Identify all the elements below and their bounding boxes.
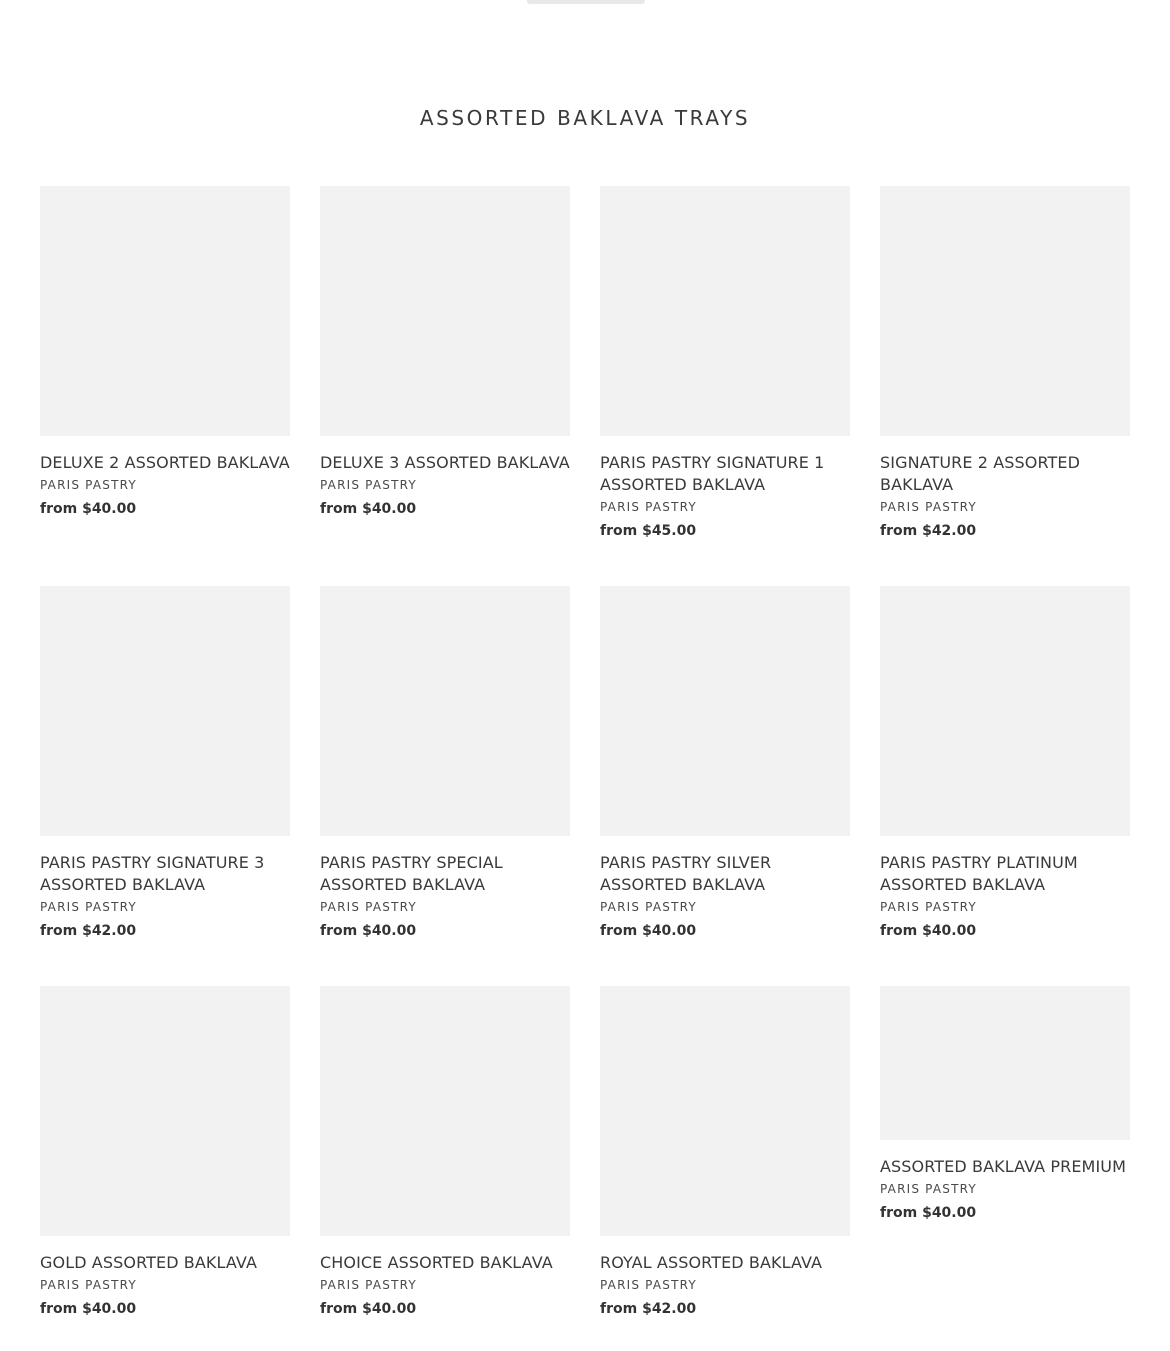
product-card[interactable] [40,186,290,586]
product-card[interactable] [880,986,1130,1318]
product-vendor: PARIS PASTRY [600,500,697,514]
product-vendor: PARIS PASTRY [880,1182,977,1196]
product-vendor: PARIS PASTRY [320,1278,417,1292]
product-price: from $40.00 [880,923,977,939]
product-image[interactable] [880,986,1130,1140]
product-title[interactable]: PARIS PASTRY SIGNATURE 1 ASSORTED BAKLAVA [600,453,825,494]
product-price: from $42.00 [40,923,137,939]
product-title[interactable]: ASSORTED BAKLAVA PREMIUM [880,1157,1126,1176]
product-image[interactable] [40,586,290,836]
product-card[interactable] [600,986,850,1318]
product-vendor: PARIS PASTRY [320,900,417,914]
product-title[interactable]: ROYAL ASSORTED BAKLAVA [600,1253,823,1272]
product-image[interactable] [880,186,1130,436]
product-card[interactable] [40,586,290,986]
product-title[interactable]: DELUXE 3 ASSORTED BAKLAVA [320,453,570,472]
product-price: from $40.00 [40,501,137,517]
product-title[interactable]: SIGNATURE 2 ASSORTED BAKLAVA [880,453,1081,494]
product-card[interactable] [320,586,570,986]
product-card[interactable] [40,986,290,1318]
product-price: from $42.00 [600,1301,697,1317]
product-title[interactable]: PARIS PASTRY SILVER ASSORTED BAKLAVA [600,853,772,894]
product-title[interactable]: PARIS PASTRY SPECIAL ASSORTED BAKLAVA [320,853,503,894]
product-price: from $40.00 [320,501,417,517]
product-title[interactable]: CHOICE ASSORTED BAKLAVA [320,1253,553,1272]
product-card[interactable] [880,186,1130,586]
product-price: from $40.00 [40,1301,137,1317]
product-vendor: PARIS PASTRY [880,500,977,514]
product-card[interactable] [600,186,850,586]
product-card[interactable] [880,586,1130,986]
product-vendor: PARIS PASTRY [40,1278,137,1292]
product-price: from $40.00 [320,1301,417,1317]
product-image[interactable] [40,186,290,436]
product-image[interactable] [600,186,850,436]
product-price: from $40.00 [600,923,697,939]
product-grid [40,186,1130,1318]
product-vendor: PARIS PASTRY [320,478,417,492]
product-title[interactable]: DELUXE 2 ASSORTED BAKLAVA [40,453,290,472]
top-image-edge [527,0,645,4]
product-image[interactable] [600,986,850,1236]
product-vendor: PARIS PASTRY [40,900,137,914]
product-price: from $42.00 [880,523,977,539]
product-price: from $40.00 [320,923,417,939]
product-card[interactable] [320,986,570,1318]
product-price: from $45.00 [600,523,697,539]
product-image[interactable] [320,986,570,1236]
product-image[interactable] [320,186,570,436]
collection-title: ASSORTED BAKLAVA TRAYS [419,106,751,130]
product-vendor: PARIS PASTRY [880,900,977,914]
product-title[interactable]: PARIS PASTRY SIGNATURE 3 ASSORTED BAKLAVA [40,853,265,894]
product-image[interactable] [40,986,290,1236]
product-title[interactable]: GOLD ASSORTED BAKLAVA [40,1253,257,1272]
product-title[interactable]: PARIS PASTRY PLATINUM ASSORTED BAKLAVA [880,853,1078,894]
product-vendor: PARIS PASTRY [40,478,137,492]
product-image[interactable] [880,586,1130,836]
product-vendor: PARIS PASTRY [600,1278,697,1292]
product-price: from $40.00 [880,1205,977,1221]
product-card[interactable] [320,186,570,586]
product-vendor: PARIS PASTRY [600,900,697,914]
product-card[interactable] [600,586,850,986]
product-image[interactable] [600,586,850,836]
product-image[interactable] [320,586,570,836]
